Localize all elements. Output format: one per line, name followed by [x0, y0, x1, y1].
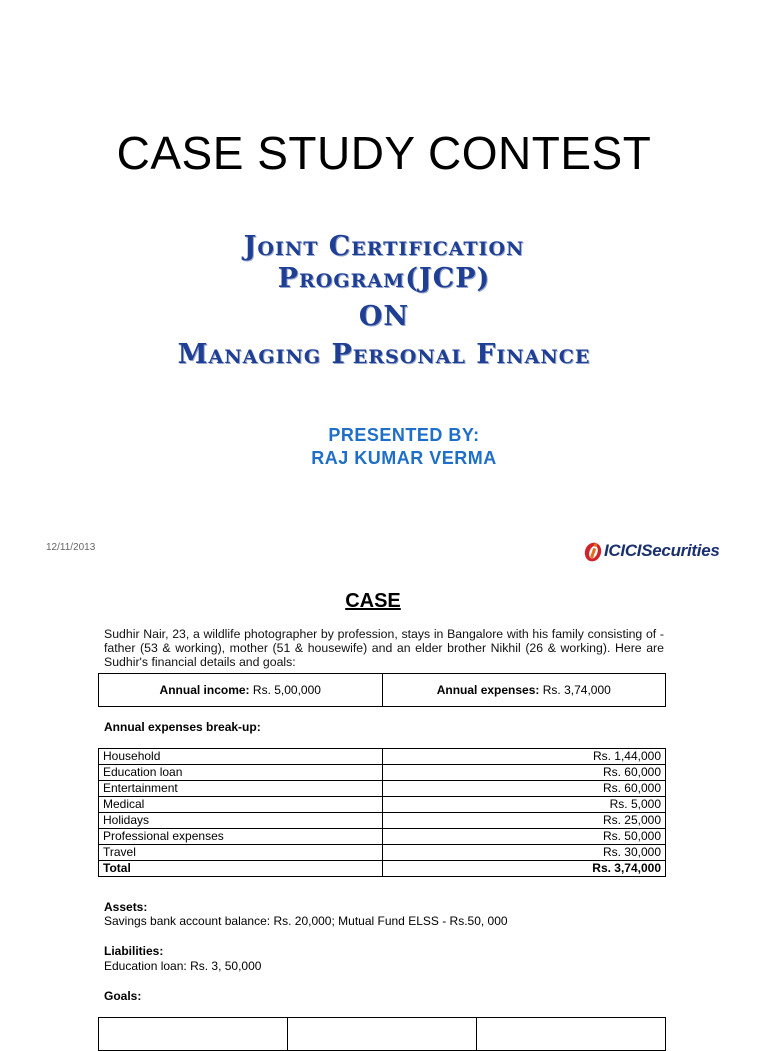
total-row: [99, 861, 666, 877]
income-expense-table: [98, 673, 666, 707]
goals-cell: [477, 1018, 666, 1051]
slide-date: 12/11/2013: [46, 542, 96, 553]
table-row: [99, 749, 666, 765]
icici-logo-icon: [582, 540, 604, 562]
case-heading: CASE: [345, 590, 401, 612]
goals-table: [98, 1017, 666, 1051]
goals-label: Goals:: [104, 989, 142, 1003]
expense-total-label: Total: [99, 861, 383, 877]
slide-title: CASE STUDY CONTEST: [116, 127, 652, 179]
liabilities-label: Liabilities:: [104, 944, 164, 958]
annual-income-cell: Annual income: Rs. 5,00,000: [99, 674, 383, 707]
table-row: [99, 845, 666, 861]
expense-amount: Rs. 30,000: [382, 845, 666, 861]
expense-breakup-table: [98, 748, 666, 877]
table-row: [99, 813, 666, 829]
icici-securities-logo: [582, 540, 747, 564]
presented-by-label: PRESENTED BY:: [328, 425, 480, 445]
goals-cell: [288, 1018, 477, 1051]
goals-cell: [99, 1018, 288, 1051]
expense-item: Medical: [99, 797, 383, 813]
expense-amount: Rs. 50,000: [382, 829, 666, 845]
case-intro-paragraph: Sudhir Nair, 23, a wildlife photographer by profession, stays in Bangalore with his family consisting of - father (53 & working), mother (51 & housewife) and an elder brother Nikhil (26 & working). Here are Sudhir's financial details and goals:: [104, 627, 664, 669]
presenter-name: RAJ KUMAR VERMA: [311, 448, 497, 468]
table-row: [99, 765, 666, 781]
expenses-breakup-label: Annual expenses break-up:: [104, 720, 261, 734]
expense-amount: Rs. 60,000: [382, 781, 666, 797]
jcp-title-line-3: ON: [358, 301, 410, 332]
expense-item: Household: [99, 749, 383, 765]
expense-amount: Rs. 1,44,000: [382, 749, 666, 765]
table-row: [99, 829, 666, 845]
table-row: [99, 797, 666, 813]
expense-item: Travel: [99, 845, 383, 861]
expense-amount: Rs. 25,000: [382, 813, 666, 829]
table-row: [99, 781, 666, 797]
expense-amount: Rs. 5,000: [382, 797, 666, 813]
jcp-title-line-4: Managing Personal Finance: [177, 339, 591, 370]
icici-logo-text: ICICISecurities: [604, 541, 720, 560]
expense-amount: Rs. 60,000: [382, 765, 666, 781]
expense-item: Professional expenses: [99, 829, 383, 845]
expense-item: Holidays: [99, 813, 383, 829]
expense-item: Education loan: [99, 765, 383, 781]
jcp-title-line-1: Joint Certification: [243, 231, 525, 262]
assets-label: Assets:: [104, 900, 148, 914]
liabilities-text: Education loan: Rs. 3, 50,000: [104, 959, 262, 973]
annual-expenses-cell: Annual expenses: Rs. 3,74,000: [382, 674, 666, 707]
expense-total-amount: Rs. 3,74,000: [382, 861, 666, 877]
assets-text: Savings bank account balance: Rs. 20,000; Mutual Fund ELSS - Rs.50, 000: [104, 914, 508, 928]
jcp-title-line-2: Program(JCP): [277, 263, 491, 294]
expense-item: Entertainment: [99, 781, 383, 797]
